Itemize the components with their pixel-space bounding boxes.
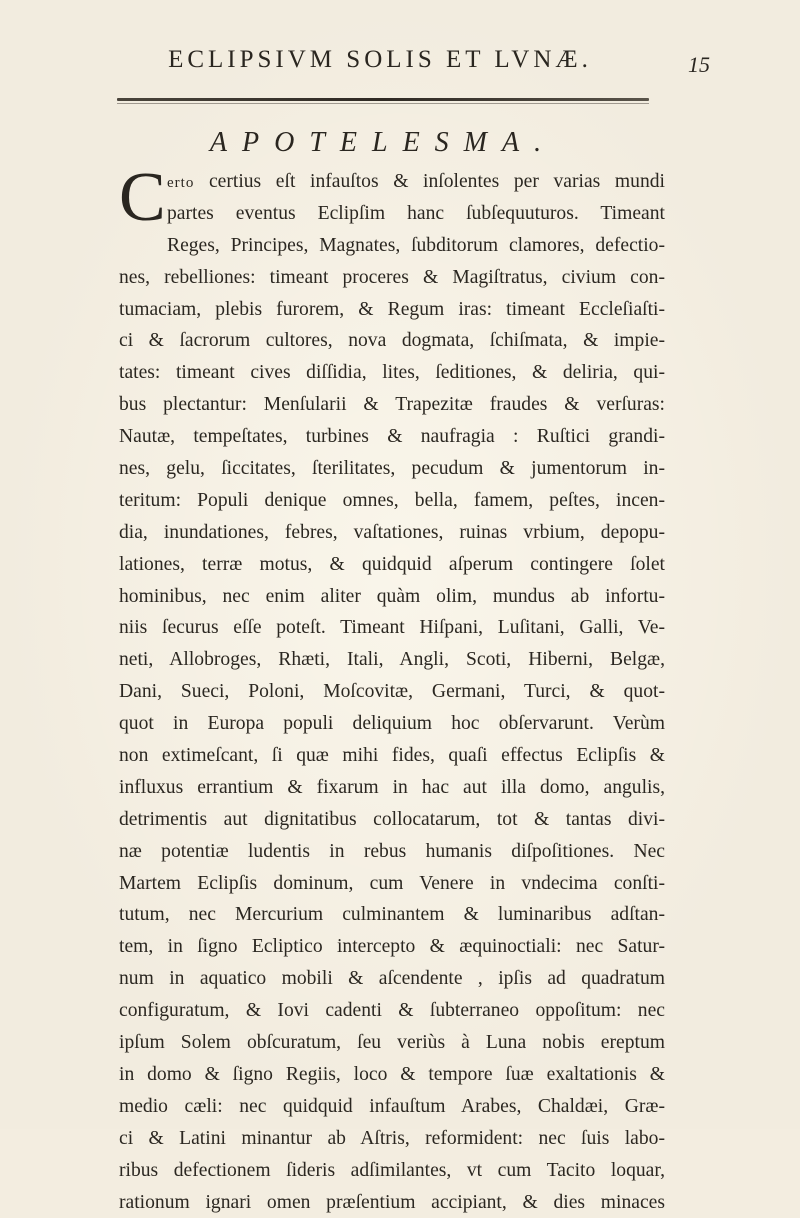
section-title: APOTELESMA. [118, 127, 648, 159]
text-line-11: teritum: Populi denique omnes, bella, famem, peſtes, incen- [119, 485, 665, 517]
text-line-1 [119, 166, 665, 198]
running-head-title: ECLIPSIVM SOLIS ET LVNÆ. [140, 46, 620, 74]
text-line-12: dia, inundationes, febres, vaſtationes, ruinas vrbium, depopu- [119, 517, 665, 549]
text-line-1-content: certius eſt infauſtos & inſolentes per varias mundi [209, 171, 665, 192]
text-line-23: Martem Eclipſis dominum, cum Venere in vndecima conſti- [119, 868, 665, 900]
text-line-17: Dani, Sueci, Poloni, Moſcovitæ, Germani, Turci, & quot- [119, 676, 665, 708]
text-line-18: quot in Europa populi deliquium hoc obſervarunt. Verùm [119, 708, 665, 740]
text-line-14: hominibus, nec enim aliter quàm olim, mundus ab infortu- [119, 581, 665, 613]
text-line-2: partes eventus Eclipſim hanc ſubſequuturos. Timeant [119, 198, 665, 230]
text-line-20: influxus errantium & fixarum in hac aut illa domo, angulis, [119, 772, 665, 804]
text-line-15: niis ſecurus eſſe poteſt. Timeant Hiſpani, Luſitani, Galli, Ve- [119, 612, 665, 644]
page-number: 15 [688, 52, 710, 78]
header-rule-thin [117, 103, 649, 104]
text-line-6: ci & ſacrorum cultores, nova dogmata, ſchiſmata, & impie- [119, 325, 665, 357]
header-rule [117, 98, 649, 101]
text-line-13: lationes, terræ motus, & quidquid aſperum contingere ſolet [119, 549, 665, 581]
text-line-28: ipſum Solem obſcuratum, ſeu veriùs à Luna nobis ereptum [119, 1027, 665, 1059]
text-line-8: bus plectantur: Menſularii & Trapezitæ fraudes & verſuras: [119, 389, 665, 421]
text-line-30: medio cæli: nec quidquid infauſtum Arabes, Chaldæi, Græ- [119, 1091, 665, 1123]
text-line-31: ci & Latini minantur ab Aſtris, reformident: nec ſuis labo- [119, 1123, 665, 1155]
text-line-4: nes, rebelliones: timeant proceres & Magiſtratus, civium con- [119, 262, 665, 294]
text-line-26: num in aquatico mobili & aſcendente , ipſis ad quadratum [119, 963, 665, 995]
text-line-10: nes, gelu, ſiccitates, ſterilitates, pecudum & jumentorum in- [119, 453, 665, 485]
drop-cap: C [119, 170, 165, 230]
text-line-29: in domo & ſigno Regiis, loco & tempore ſuæ exaltationis & [119, 1059, 665, 1091]
text-line-9: Nautæ, tempeſtates, turbines & naufragia : Ruſtici grandi- [119, 421, 665, 453]
text-line-3: Reges, Principes, Magnates, ſubditorum clamores, defectio- [119, 230, 665, 262]
body-text [119, 166, 665, 1218]
text-line-25: tem, in ſigno Ecliptico intercepto & æquinoctiali: nec Satur- [119, 931, 665, 963]
text-line-21: detrimentis aut dignitatibus collocatarum, tot & tantas divi- [119, 804, 665, 836]
text-line-33: rationum ignari omen præſentium accipiant, & dies minaces [119, 1187, 665, 1218]
text-line-32: ribus defectionem ſideris adſimilantes, vt cum Tacito loquar, [119, 1155, 665, 1187]
text-line-5: tumaciam, plebis furorem, & Regum iras: timeant Eccleſiaſti- [119, 294, 665, 326]
text-line-16: neti, Allobroges, Rhæti, Itali, Angli, Scoti, Hiberni, Belgæ, [119, 644, 665, 676]
text-line-22: næ potentiæ ludentis in rebus humanis diſpoſitiones. Nec [119, 836, 665, 868]
text-line-19: non extimeſcant, ſi quæ mihi fides, quaſi effectus Eclipſis & [119, 740, 665, 772]
text-line-24: tutum, nec Mercurium culminantem & luminaribus adſtan- [119, 899, 665, 931]
text-line-7: tates: timeant cives diſſidia, lites, ſeditiones, & deliria, qui- [119, 357, 665, 389]
first-word-smallcaps: erto [167, 175, 194, 191]
text-line-27: configuratum, & Iovi cadenti & ſubterraneo oppoſitum: nec [119, 995, 665, 1027]
